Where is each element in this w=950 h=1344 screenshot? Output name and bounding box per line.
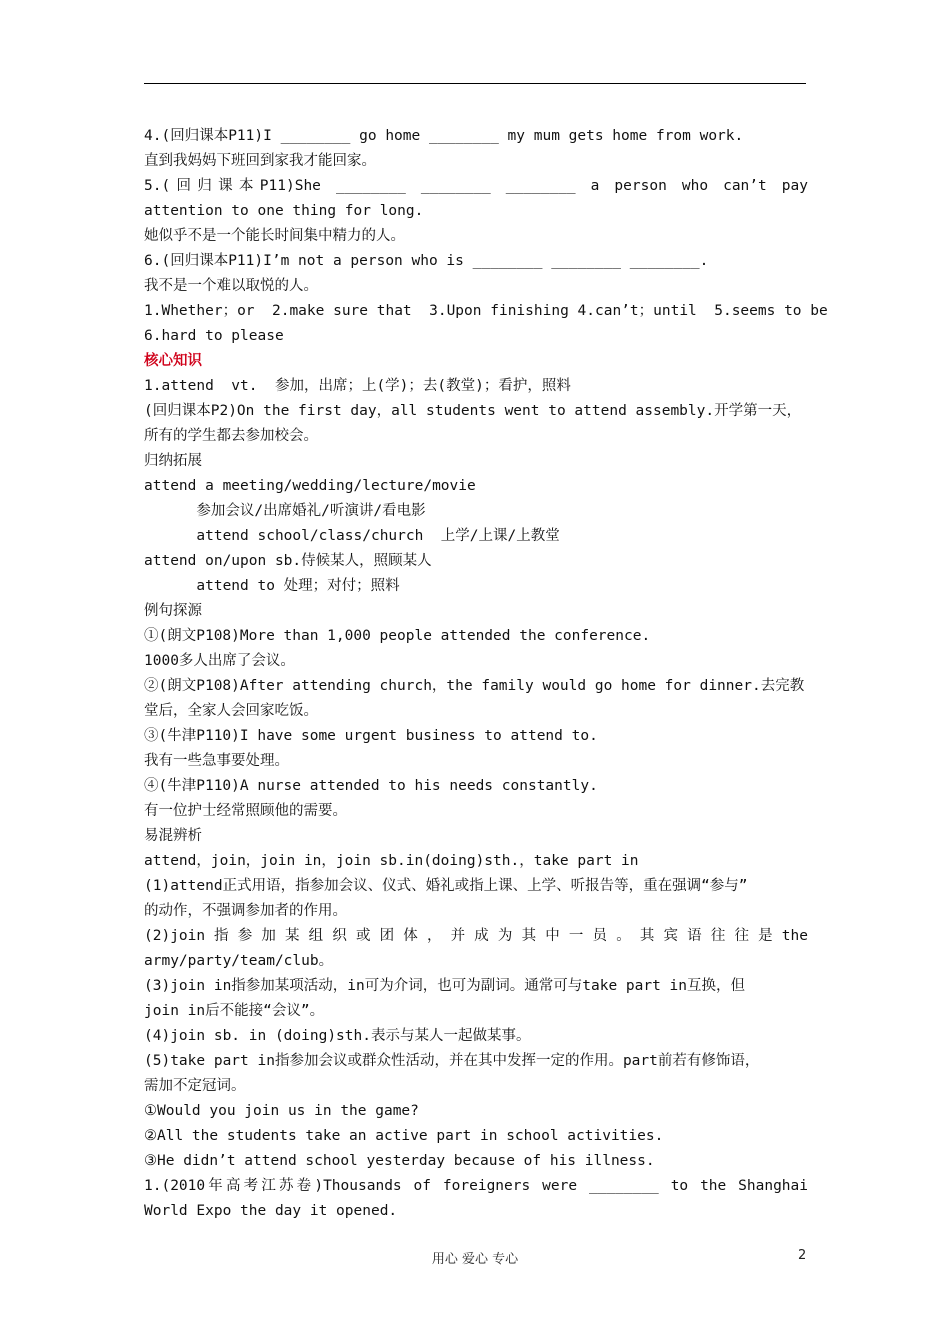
text-line: (3)join in指参加某项活动，in可为介词，也可为副词。通常可与take part in互换，但: [144, 978, 746, 994]
text-line: 6.(回归课本P11)I’m not a person who is ________ ________ ________.: [144, 253, 709, 269]
text-line: attend a meeting/wedding/lecture/movie: [144, 478, 476, 494]
section-heading: 核心知识: [144, 353, 202, 369]
text-line: 归纳拓展: [144, 453, 202, 469]
text-line: 有一位护士经常照顾他的需要。: [144, 803, 347, 819]
text-line: 参加会议/出席婚礼/听演讲/看电影: [144, 503, 426, 519]
text-line: 直到我妈妈下班回到家我才能回家。: [144, 153, 376, 169]
text-line: (1)attend正式用语，指参加会议、仪式、婚礼或指上课、上学、听报告等，重在强调“参与”: [144, 878, 748, 894]
text-line: 1000多人出席了会议。: [144, 653, 295, 669]
footer-motto: 用心 爱心 专心: [431, 1252, 519, 1267]
text-line: 易混辨析: [144, 828, 202, 844]
text-line: ①(朗文P108)More than 1,000 people attended the conference.: [144, 628, 651, 644]
text-line: 我有一些急事要处理。: [144, 753, 289, 769]
text-line: 1.attend vt. 参加，出席；上(学)；去(教堂)；看护，照料: [144, 378, 571, 394]
text-line: attend on/upon sb.侍候某人，照顾某人: [144, 553, 432, 569]
text-line: attention to one thing for long.: [144, 203, 424, 219]
text-line: 需加不定冠词。: [144, 1078, 246, 1094]
text-line: ②(朗文P108)After attending church，the family would go home for dinner.去完教: [144, 678, 805, 694]
text-line: army/party/team/club。: [144, 953, 334, 969]
page-number: 2: [798, 1248, 807, 1263]
text-line: attend school/class/church 上学/上课/上教堂: [144, 528, 560, 544]
text-line: 1.(2010年高考江苏卷)Thousands of foreigners were ________ to the Shanghai: [144, 1178, 808, 1194]
text-line: (2)join 指 参 加 某 组 织 或 团 体 ， 并 成 为 其 中 一 员 。 其 宾 语 往 往 是 the: [144, 928, 808, 944]
text-line: ①Would you join us in the game?: [144, 1103, 419, 1119]
text-line: attend，join，join in，join sb.in(doing)sth.，take part in: [144, 853, 639, 869]
text-line: ③(牛津P110)I have some urgent business to attend to.: [144, 728, 598, 744]
text-line: 1.Whether；or 2.make sure that 3.Upon finishing 4.can’t；until 5.seems to be: [144, 303, 828, 319]
text-line: World Expo the day it opened.: [144, 1203, 398, 1219]
text-line: (4)join sb. in (doing)sth.表示与某人一起做某事。: [144, 1028, 531, 1044]
text-line: 她似乎不是一个能长时间集中精力的人。: [144, 228, 405, 244]
text-line: 所有的学生都去参加校会。: [144, 428, 318, 444]
text-line: ③He didn’t attend school yesterday because of his illness.: [144, 1153, 655, 1169]
text-line: (5)take part in指参加会议或群众性活动，并在其中发挥一定的作用。part前若有修饰语，: [144, 1053, 760, 1069]
text-line: 4.(回归课本P11)I ________ go home ________ my mum gets home from work.: [144, 128, 744, 144]
document-body: [144, 124, 828, 1224]
text-line: 例句探源: [144, 603, 202, 619]
text-line: 我不是一个难以取悦的人。: [144, 278, 318, 294]
header-rule: [144, 83, 806, 84]
text-line: ④(牛津P110)A nurse attended to his needs constantly.: [144, 778, 598, 794]
text-line: join in后不能接“会议”。: [144, 1003, 325, 1019]
text-line: 堂后，全家人会回家吃饭。: [144, 703, 318, 719]
text-line: 6.hard to please: [144, 328, 284, 344]
text-line: attend to 处理；对付；照料: [144, 578, 400, 594]
text-line: 的动作，不强调参加者的作用。: [144, 903, 347, 919]
text-line: (回归课本P2)On the first day，all students went to attend assembly.开学第一天，: [144, 403, 802, 419]
text-line: ②All the students take an active part in school activities.: [144, 1128, 664, 1144]
text-line: 5.(回归课本P11)She ________ ________ ________ a person who can’t pay: [144, 178, 808, 194]
